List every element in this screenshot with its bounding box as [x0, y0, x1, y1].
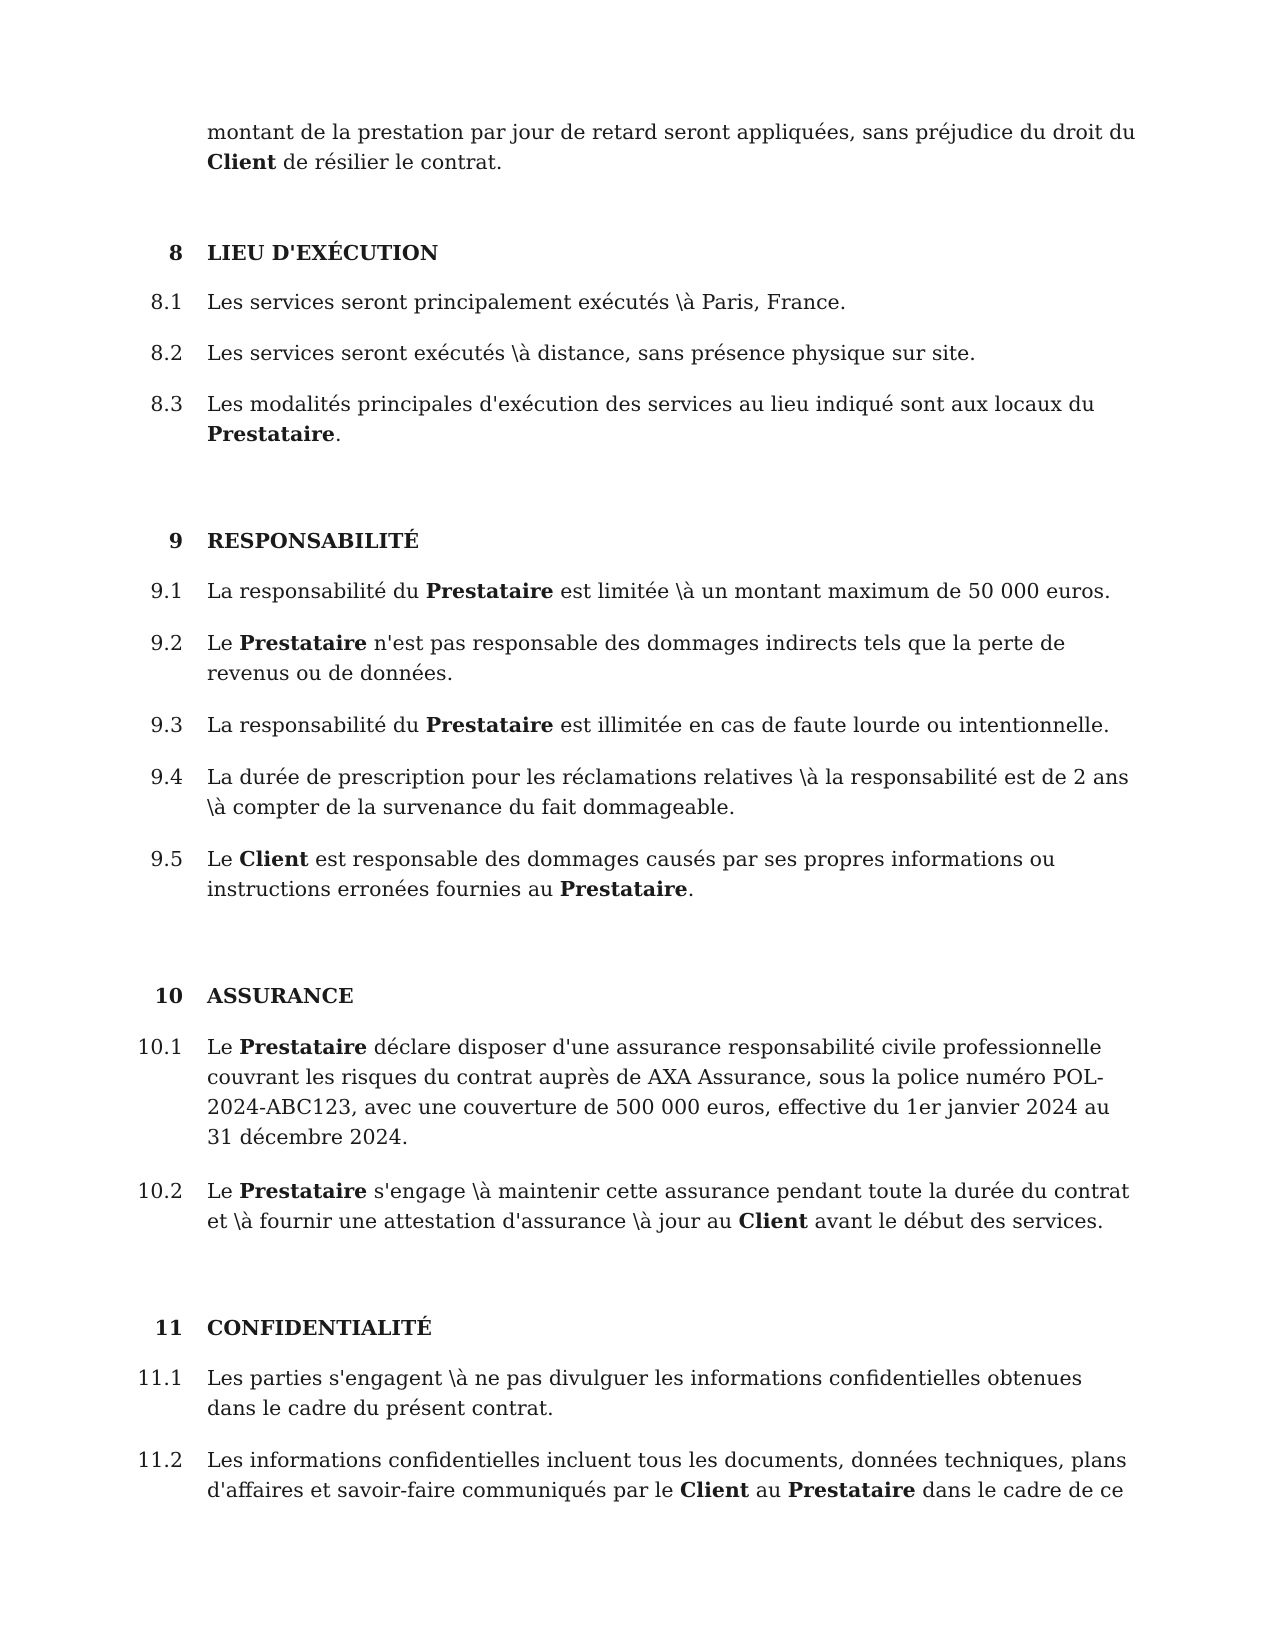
text-run: n'est pas responsable des dommages indirects tels que la perte de revenus ou de données.: [207, 631, 1066, 685]
section-title: ASSURANCE: [207, 984, 354, 1008]
section-number: 8: [168, 241, 183, 265]
text-run: Les informations confidentielles incluent tous les documents, données techniques, plans d'affaires et savoir-faire communiqués par le: [207, 1448, 1127, 1502]
bold-term: Client: [239, 847, 309, 871]
clause-number: 8.1: [150, 290, 183, 314]
bold-term: Prestataire: [207, 422, 335, 446]
text-run: au: [749, 1478, 788, 1502]
bold-term: Prestataire: [239, 1179, 368, 1203]
clause-text: La durée de prescription pour les réclamations relatives \à la responsabilité est de 2 ans \à compter de la survenance du fait dommageable.: [207, 765, 1129, 819]
clause-number: 9.2: [150, 631, 183, 655]
clause-number: 9.1: [150, 579, 183, 603]
clause-text: [207, 1176, 1137, 1236]
text-run: .: [334, 422, 342, 446]
clause-text: [207, 1032, 1137, 1152]
clause-text: [207, 576, 1137, 606]
clause-text: [207, 844, 1137, 904]
text-run: de résilier le contrat.: [276, 150, 503, 174]
bold-term: Prestataire: [425, 713, 554, 737]
text-run: Le: [207, 631, 240, 655]
clause-text: Les services seront exécutés \à distance, sans présence physique sur site.: [207, 341, 976, 365]
text-run: est limitée \à un montant maximum de 50 000 euros.: [553, 579, 1111, 603]
bold-term: Client: [738, 1209, 808, 1233]
bold-term: Prestataire: [239, 1035, 368, 1059]
clause-number: 9.4: [150, 765, 183, 789]
text-run: dans le cadre de ce: [915, 1478, 1124, 1502]
text-run: Les modalités principales d'exécution des services au lieu indiqué sont aux locaux du: [207, 392, 1095, 416]
clause-text: [207, 1445, 1137, 1505]
clause-number: 10.2: [137, 1179, 183, 1203]
bold-term: Client: [207, 150, 277, 174]
section-number: 10: [154, 984, 183, 1008]
section-title: RESPONSABILITÉ: [207, 529, 419, 553]
bold-term: Client: [679, 1478, 750, 1502]
clause-number: 8.3: [150, 392, 183, 416]
text-run: s'engage \à maintenir cette assurance pendant toute la durée du contrat et \à fournir une attestation d'assurance \à jour au: [207, 1179, 1130, 1233]
clause-number: 8.2: [150, 341, 183, 365]
section-number: 11: [154, 1316, 183, 1340]
text-run: montant de la prestation par jour de retard seront appliquées, sans préjudice du droit du: [207, 120, 1136, 144]
text-run: déclare disposer d'une assurance responsabilité civile professionnelle couvrant les risques du contrat auprès de AXA Assurance, sous la police numéro POL-2024-ABC123, avec une couverture de 500 000 euros, effective du 1er janvier 2024 au 31 décembre 2024.: [207, 1035, 1110, 1149]
text-run: Le: [207, 1179, 240, 1203]
text-run: avant le début des services.: [807, 1209, 1104, 1233]
clause-number: 9.5: [150, 847, 183, 871]
clause-text: [207, 389, 1137, 449]
bold-term: Prestataire: [425, 579, 554, 603]
section-title: LIEU D'EXÉCUTION: [207, 241, 439, 265]
clause-text: Les parties s'engagent \à ne pas divulguer les informations confidentielles obtenues dans le cadre du présent contrat.: [207, 1366, 1083, 1420]
text-run: est responsable des dommages causés par ses propres informations ou instructions erronées fournies au: [207, 847, 1056, 901]
section-title: CONFIDENTIALITÉ: [207, 1316, 432, 1340]
clause-text: [207, 628, 1137, 688]
clause-number: 10.1: [137, 1035, 183, 1059]
clause-text: Les services seront principalement exécutés \à Paris, France.: [207, 290, 847, 314]
continuation-paragraph: [207, 117, 1137, 177]
clause-text: [207, 710, 1137, 740]
text-run: Le: [207, 1035, 240, 1059]
clause-number: 11.2: [137, 1448, 183, 1472]
text-run: La responsabilité du: [207, 579, 426, 603]
clause-number: 9.3: [150, 713, 183, 737]
bold-term: Prestataire: [559, 877, 688, 901]
clause-number: 11.1: [137, 1366, 183, 1390]
bold-term: Prestataire: [239, 631, 368, 655]
bold-term: Prestataire: [787, 1478, 916, 1502]
section-number: 9: [168, 529, 183, 553]
text-run: est illimitée en cas de faute lourde ou intentionnelle.: [553, 713, 1110, 737]
text-run: La responsabilité du: [207, 713, 426, 737]
text-run: .: [687, 877, 695, 901]
text-run: Le: [207, 847, 240, 871]
